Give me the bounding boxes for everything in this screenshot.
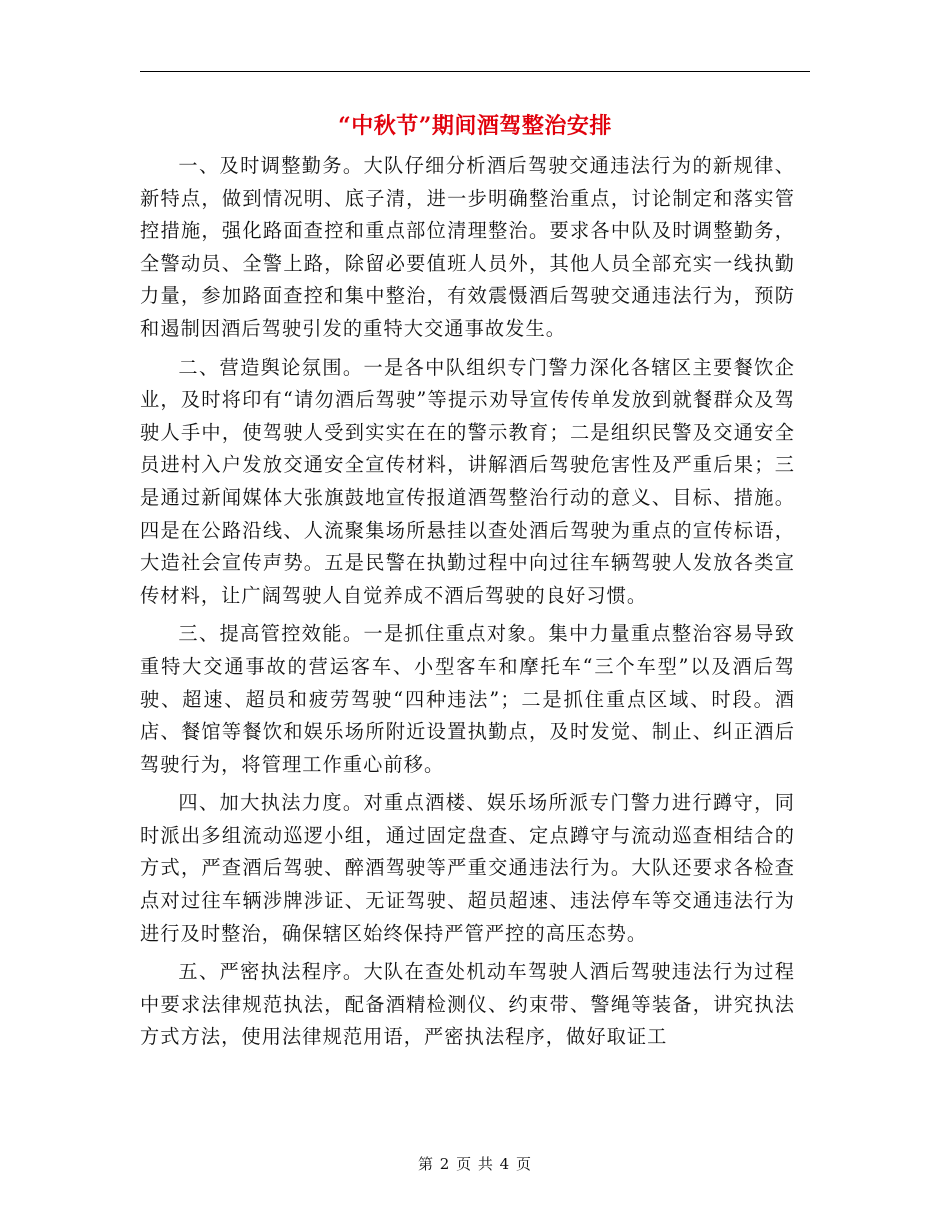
page-number: 第 2 页 共 4 页 [418,1155,532,1173]
paragraph-4: 四、加大执法力度。对重点酒楼、娱乐场所派专门警力进行蹲守，同时派出多组流动巡逻小组，通过固定盘查、定点蹲守与流动巡查相结合的方式，严查酒后驾驶、醉酒驾驶等严重交通违法行为。大队还要求各检查点对过往车辆涉牌涉证、无证驾驶、超员超速、违法停车等交通违法行为进行及时整治，确保辖区始终保持严管严控的高压态势。 [140,791,795,945]
header-rule [140,71,810,72]
document-body [140,150,795,1054]
paragraph-2: 二、营造舆论氛围。一是各中队组织专门警力深化各辖区主要餐饮企业，及时将印有“请勿酒后驾驶”等提示劝导宣传传单发放到就餐群众及驾驶人手中，使驾驶人受到实实在在的警示教育；二是组织民警及交通安全员进村入户发放交通安全宣传材料，讲解酒后驾驶危害性及严重后果；三是通过新闻媒体大张旗鼓地宣传报道酒驾整治行动的意义、目标、措施。四是在公路沿线、人流聚集场所悬挂以查处酒后驾驶为重点的宣传标语，大造社会宣传声势。五是民警在执勤过程中向过往车辆驾驶人发放各类宣传材料，让广阔驾驶人自觉养成不酒后驾驶的良好习惯。 [140,355,795,607]
paragraph-5: 五、严密执法程序。大队在查处机动车驾驶人酒后驾驶违法行为过程中要求法律规范执法，配备酒精检测仪、约束带、警绳等装备，讲究执法方式方法，使用法律规范用语，严密执法程序，做好取证工 [140,960,795,1049]
document-title: “中秋节”期间酒驾整治安排 [338,113,612,139]
paragraph-1: 一、及时调整勤务。大队仔细分析酒后驾驶交通违法行为的新规律、新特点，做到情况明、底子清，进一步明确整治重点，讨论制定和落实管控措施，强化路面查控和重点部位清理整治。要求各中队及时调整勤务，全警动员、全警上路，除留必要值班人员外，其他人员全部充实一线执勤力量，参加路面查控和集中整治，有效震慑酒后驾驶交通违法行为，预防和遏制因酒后驾驶引发的重特大交通事故发生。 [140,154,795,340]
paragraph-3: 三、提高管控效能。一是抓住重点对象。集中力量重点整治容易导致重特大交通事故的营运客车、小型客车和摩托车“三个车型”以及酒后驾驶、超速、超员和疲劳驾驶“四种违法”；二是抓住重点区域、时段。酒店、餐馆等餐饮和娱乐场所附近设置执勤点，及时发觉、制止、纠正酒后驾驶行为，将管理工作重心前移。 [140,622,795,776]
